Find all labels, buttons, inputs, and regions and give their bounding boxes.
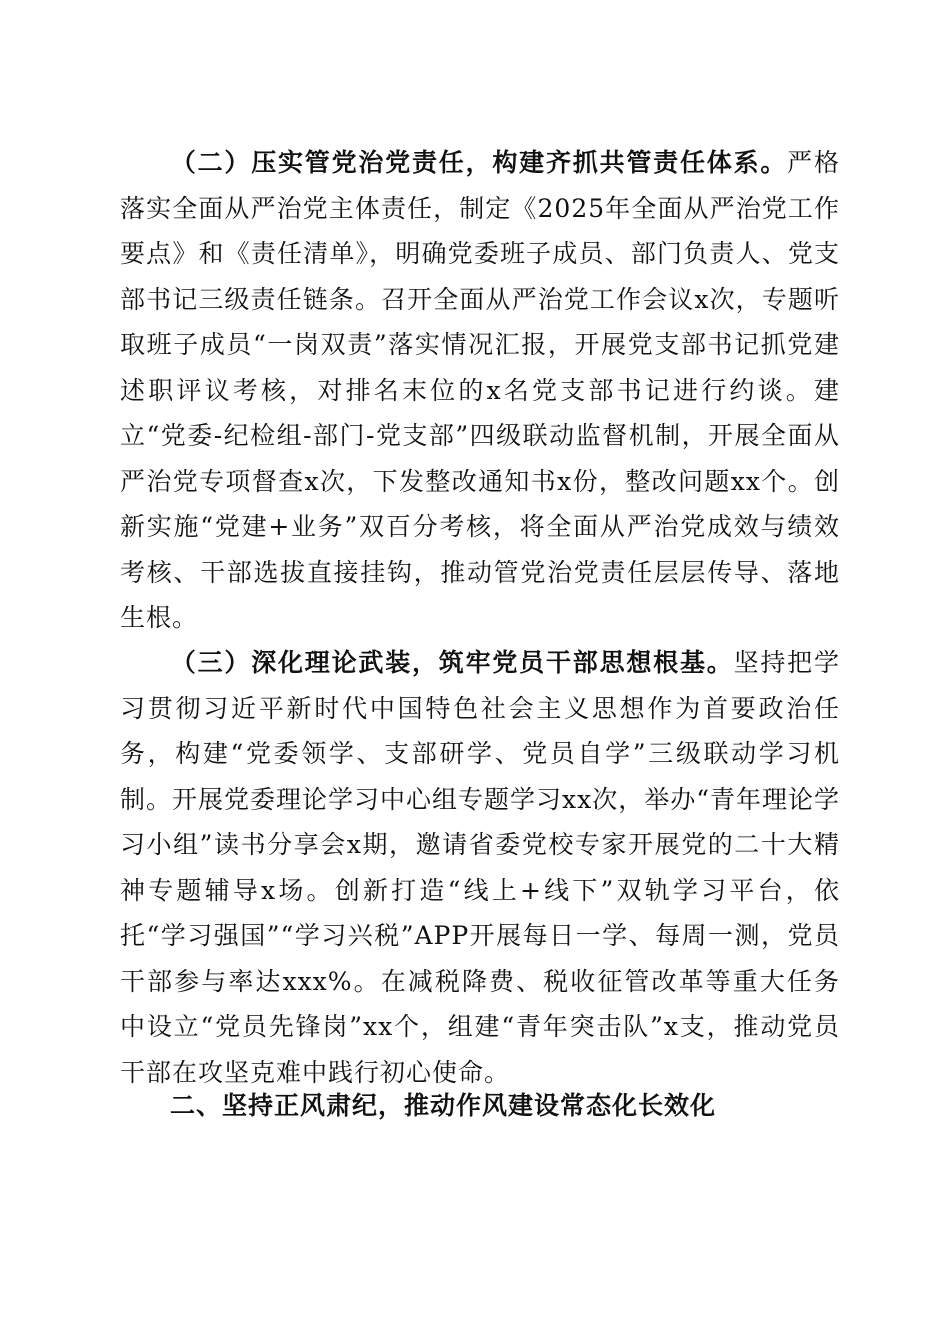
paragraph-responsibility (120, 140, 840, 641)
paragraph-body-text: 严格落实全面从严治党主体责任，制定《2025年全面从严治党工作要点》和《责任清单》，明确党委班子成员、部门负责人、党支部书记三级责任链条。召开全面从严治党工作会议x次，专题听取班子成员“一岗双责”落实情况汇报，开展党支部书记抓党建述职评议考核，对排名末位的x名党支部书记进行约谈。建立“党委-纪检组-部门-党支部”四级联动监督机制，开展全面从严治党专项督查x次，下发整改通知书x份，整改问题xx个。创新实施“党建+业务”双百分考核，将全面从严治党成效与绩效考核、干部选拔直接挂钩，推动管党治党责任层层传导、落地生根。 (120, 148, 840, 632)
paragraph-lead-heading: （二）压实管党治党责任，构建齐抓共管责任体系。 (170, 148, 788, 177)
paragraph-theory-study (120, 640, 840, 1095)
paragraph-lead-heading: （三）深化理论武装，筑牢党员干部思想根基。 (170, 648, 734, 677)
section-heading: 二、坚持正风肃纪，推动作风建设常态化长效化 (170, 1091, 717, 1120)
paragraph-body-text: 坚持把学习贯彻习近平新时代中国特色社会主义思想作为首要政治任务，构建“党委领学、支部研学、党员自学”三级联动学习机制。开展党委理论学习中心组专题学习xx次，举办“青年理论学习小组”读书分享会x期，邀请省委党校专家开展党的二十大精神专题辅导x场。创新打造“线上+线下”双轨学习平台，依托“学习强国”“学习兴税”APP开展每日一学、每周一测，党员干部参与率达xxx%。在减税降费、税收征管改革等重大任务中设立“党员先锋岗”xx个，组建“青年突击队”x支，推动党员干部在攻坚克难中践行初心使命。 (120, 648, 840, 1087)
